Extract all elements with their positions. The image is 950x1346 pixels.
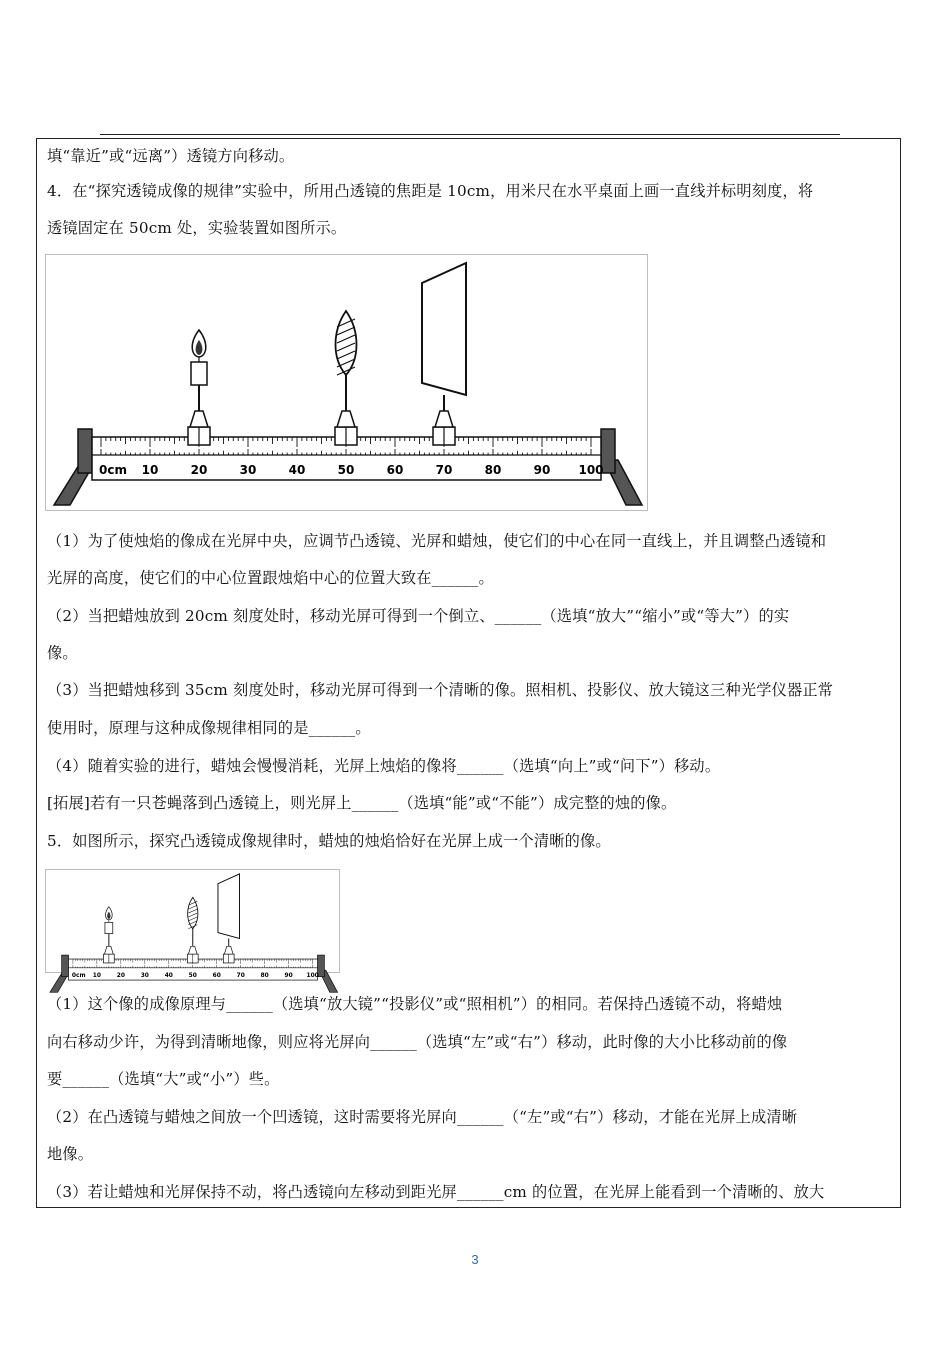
ruler-label: 80 (260, 973, 269, 980)
ruler-label: 50 (188, 973, 197, 980)
ruler-label: 90 (533, 463, 551, 477)
ruler-label: 10 (92, 973, 101, 980)
question-5-line: 5．如图所示，探究凸透镜成像规律时，蜡烛的烛焰恰好在光屏上成一个清晰的像。 (47, 832, 611, 850)
q5-part2-line-2: 地像。 (47, 1145, 94, 1163)
q5-part1-line-3: 要______（选填“大”或“小”）些。 (47, 1070, 280, 1088)
ruler-label: 30 (239, 463, 257, 477)
candle-body (191, 362, 207, 385)
q5-part2-line-1: （2）在凸透镜与蜡烛之间放一个凹透镜，这时需要将光屏向______（“左”或“右”）移动，才能在光屏上成清晰 (47, 1108, 798, 1126)
ruler-label: 50 (337, 463, 355, 477)
holder-stand (188, 946, 197, 954)
ruler-label: 30 (140, 973, 149, 980)
q4-part1-line-1: （1）为了使烛焰的像成在光屏中央，应调节凸透镜、光屏和蜡烛，使它们的中心在同一直线上，并且调整凸透镜和 (47, 532, 827, 550)
ruler-label: 100 (306, 973, 319, 980)
q4-part4-line: （4）随着实验的进行，蜡烛会慢慢消耗，光屏上烛焰的像将______（选填“向上”或“问下”）移动。 (47, 757, 721, 775)
ruler-label: 0cm (99, 463, 127, 477)
q5-part1-line-1: （1）这个像的成像原理与______（选填“放大镜”“投影仪”或“照相机”）的相同。若保持凸透镜不动，将蜡烛 (47, 995, 783, 1013)
ruler-label: 70 (435, 463, 453, 477)
q4-part2-line-2: 像。 (47, 644, 78, 662)
ruler-label: 60 (386, 463, 404, 477)
content-frame (36, 138, 901, 1208)
q4-part3-line-1: （3）当把蜡烛移到 35cm 刻度处时，移动光屏可得到一个清晰的像。照相机、投影仪、放大镜这三种光学仪器正常 (47, 681, 834, 699)
ruler-label: 100 (578, 463, 604, 477)
convex-lens (336, 311, 357, 375)
ruler-label: 40 (164, 973, 173, 980)
holder-stand (104, 946, 113, 954)
text-line-1: 填“靠近”或“远离”）透镜方向移动。 (47, 147, 295, 165)
ruler-label: 40 (288, 463, 306, 477)
header-rule (100, 134, 840, 135)
ruler-label: 80 (484, 463, 502, 477)
ruler-label: 60 (212, 973, 221, 980)
q4-part2-line-1: （2）当把蜡烛放到 20cm 刻度处时，移动光屏可得到一个倒立、______（选填“放大”“缩小”或“等大”）的实 (47, 607, 790, 625)
ruler-label: 20 (190, 463, 208, 477)
light-screen (422, 263, 466, 395)
optical-bench-1-drawing (46, 255, 649, 512)
optical-bench-2-drawing (46, 870, 341, 980)
figure-optical-bench-2 (45, 869, 340, 980)
holder-stand (337, 411, 355, 427)
q4-part3-line-2: 使用时，原理与这种成像规律相同的是______。 (47, 719, 371, 737)
bench-group (54, 263, 642, 505)
light-screen (218, 874, 240, 939)
ruler-label: 20 (116, 973, 125, 980)
q5-part1-line-2: 向右移动少许，为得到清晰地像，则应将光屏向______（选填“左”或“右”）移动，此时像的大小比移动前的像 (47, 1033, 788, 1051)
bench-group (50, 874, 338, 992)
ruler-label: 70 (236, 973, 245, 980)
convex-lens (188, 897, 198, 928)
figure-optical-bench-1 (45, 254, 648, 511)
q5-part3-line-1: （3）若让蜡烛和光屏保持不动，将凸透镜向左移动到距光屏______cm 的位置，在光屏上能看到一个清晰的、放大 (47, 1183, 825, 1201)
candle-body (105, 922, 113, 933)
holder-stand (190, 411, 208, 427)
holder-stand (435, 411, 453, 427)
ruler-label: 10 (141, 463, 159, 477)
ruler-label: 90 (284, 973, 293, 980)
page-number: 3 (471, 1252, 479, 1267)
ruler-label: 0cm (71, 973, 86, 980)
q4-extension-line: [拓展]若有一只苍蝇落到凸透镜上，则光屏上______（选填“能”或“不能”）成完整的烛的像。 (47, 794, 677, 812)
q4-part1-line-2: 光屏的高度，使它们的中心位置跟烛焰中心的位置大致在______。 (47, 569, 494, 587)
question-4-line-1: 4．在“探究透镜成像的规律”实验中，所用凸透镜的焦距是 10cm，用米尺在水平桌面上画一直线并标明刻度，将 (47, 182, 814, 200)
holder-stand (224, 946, 233, 954)
left-clamp (78, 429, 92, 473)
left-clamp (62, 955, 69, 977)
question-4-line-2: 透镜固定在 50cm 处，实验装置如图所示。 (47, 219, 347, 237)
